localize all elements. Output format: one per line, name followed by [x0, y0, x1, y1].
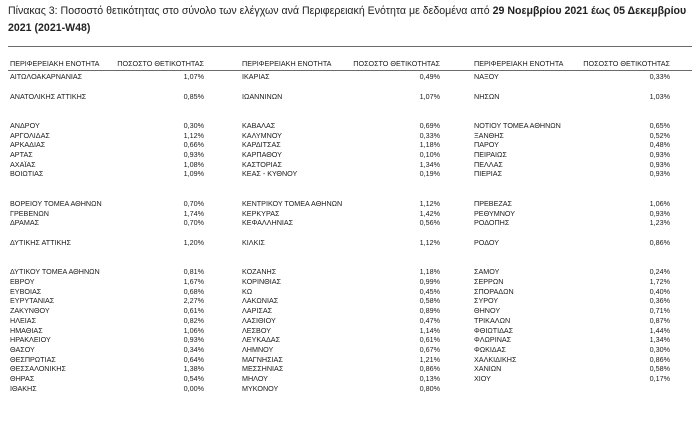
table-row: [8, 307, 692, 317]
positivity-value: 0,13%: [419, 373, 440, 383]
positivity-value: 0,33%: [419, 130, 440, 140]
region-name: ΛΑΡΙΣΑΣ: [242, 306, 273, 316]
positivity-value: 0,65%: [649, 121, 670, 131]
positivity-value: 0,56%: [419, 218, 440, 228]
region-name: ΚΕΦΑΛΛΗΝΙΑΣ: [242, 218, 294, 228]
table-row: [8, 93, 692, 103]
positivity-value: 0,93%: [649, 159, 670, 169]
region-name: ΠΕΛΛΑΣ: [474, 159, 503, 169]
table-row: [8, 327, 692, 337]
region-name: ΕΒΡΟΥ: [10, 277, 35, 287]
row-spacer: [8, 258, 692, 268]
header-rule: [8, 70, 692, 71]
positivity-value: 0,58%: [649, 364, 670, 374]
region-name: ΔΡΑΜΑΣ: [10, 218, 40, 228]
table-row: [8, 219, 692, 229]
region-name: ΣΕΡΡΩΝ: [474, 277, 504, 287]
region-name: ΓΡΕΒΕΝΩΝ: [10, 208, 49, 218]
region-name: ΝΗΣΩΝ: [474, 91, 500, 101]
positivity-value: 0,69%: [419, 121, 440, 131]
positivity-value: 1,34%: [649, 335, 670, 345]
positivity-value: 0,86%: [649, 237, 670, 247]
region-name: ΒΟΙΩΤΙΑΣ: [10, 169, 44, 179]
region-name: ΠΑΡΟΥ: [474, 140, 499, 150]
region-name: ΗΜΑΘΙΑΣ: [10, 325, 43, 335]
region-name: ΘΗΡΑΣ: [10, 373, 35, 383]
table-body: [8, 70, 692, 394]
table-row: [8, 170, 692, 180]
table-row: [8, 317, 692, 327]
header-positivity-1: ΠΟΣΟΣΤΟ ΘΕΤΙΚΟΤΗΤΑΣ: [117, 59, 204, 68]
region-name: ΠΡΕΒΕΖΑΣ: [474, 198, 512, 208]
region-name: ΚΑΛΥΜΝΟΥ: [242, 130, 282, 140]
region-name: ΙΘΑΚΗΣ: [10, 383, 37, 393]
positivity-value: 0,19%: [419, 169, 440, 179]
region-name: ΑΙΤΩΛΟΑΚΑΡΝΑΝΙΑΣ: [10, 72, 83, 81]
table-row: [8, 365, 692, 375]
positivity-value: 0,17%: [649, 373, 670, 383]
table-row: [8, 385, 692, 395]
region-name: ΑΡΓΟΛΙΔΑΣ: [10, 130, 50, 140]
header-positivity-3: ΠΟΣΟΣΤΟ ΘΕΤΙΚΟΤΗΤΑΣ: [583, 59, 670, 68]
positivity-value: 0,45%: [419, 286, 440, 296]
region-name: ΣΥΡΟΥ: [474, 296, 499, 306]
row-spacer: [8, 180, 692, 190]
positivity-value: 0,64%: [183, 354, 204, 364]
table-row: [8, 200, 692, 210]
region-name: ΘΕΣΣΑΛΟΝΙΚΗΣ: [10, 364, 66, 374]
positivity-value: 0,52%: [649, 130, 670, 140]
positivity-value: 0,70%: [183, 218, 204, 228]
region-name: ΣΑΜΟΥ: [474, 267, 500, 277]
region-name: ΘΑΣΟΥ: [10, 344, 35, 354]
positivity-value: 0,54%: [183, 373, 204, 383]
row-spacer: [8, 112, 692, 122]
positivity-value: 0,61%: [419, 335, 440, 345]
table-row: [8, 288, 692, 298]
positivity-value: 0,67%: [419, 344, 440, 354]
positivity-value: 0,85%: [183, 91, 204, 101]
positivity-value: 0,36%: [649, 296, 670, 306]
positivity-value: 0,70%: [183, 198, 204, 208]
positivity-value: 1,18%: [419, 267, 440, 277]
positivity-value: 0,47%: [419, 315, 440, 325]
table-row: [8, 297, 692, 307]
positivity-value: 0,33%: [649, 72, 670, 81]
region-name: ΛΑΚΩΝΙΑΣ: [242, 296, 279, 306]
positivity-value: 0,30%: [183, 121, 204, 131]
positivity-value: 0,93%: [649, 169, 670, 179]
region-name: ΞΑΝΘΗΣ: [474, 130, 504, 140]
positivity-value: 1,44%: [649, 325, 670, 335]
region-name: ΙΩΑΝΝΙΝΩΝ: [242, 91, 283, 101]
positivity-value: 0,61%: [183, 306, 204, 316]
positivity-value: 1,23%: [649, 218, 670, 228]
region-name: ΖΑΚΥΝΘΟΥ: [10, 306, 50, 316]
positivity-value: 0,86%: [419, 364, 440, 374]
positivity-value: 0,89%: [419, 306, 440, 316]
region-name: ΚΙΛΚΙΣ: [242, 237, 265, 247]
region-name: ΤΡΙΚΑΛΩΝ: [474, 315, 511, 325]
positivity-value: 2,27%: [183, 296, 204, 306]
positivity-value: 0,93%: [183, 150, 204, 160]
positivity-value: 1,08%: [183, 159, 204, 169]
row-spacer: [8, 249, 692, 259]
table-row: [8, 346, 692, 356]
region-name: ΑΧΑΪΑΣ: [10, 159, 36, 169]
positivity-value: 1,72%: [649, 277, 670, 287]
region-name: ΦΩΚΙΔΑΣ: [474, 344, 506, 354]
positivity-value: 0,71%: [649, 306, 670, 316]
header-region-1: ΠΕΡΙΦΕΡΕΙΑΚΗ ΕΝΟΤΗΤΑ: [10, 59, 100, 68]
positivity-value: 0,58%: [419, 296, 440, 306]
positivity-value: 0,40%: [649, 286, 670, 296]
region-name: ΔΥΤΙΚΗΣ ΑΤΤΙΚΗΣ: [10, 237, 71, 247]
region-name: ΔΥΤΙΚΟΥ ΤΟΜΕΑ ΑΘΗΝΩΝ: [10, 267, 100, 277]
region-name: ΧΑΛΚΙΔΙΚΗΣ: [474, 354, 517, 364]
row-spacer: [8, 229, 692, 239]
positivity-value: 1,67%: [183, 277, 204, 287]
positivity-value: 0,82%: [183, 315, 204, 325]
positivity-value: 0,81%: [183, 267, 204, 277]
table-row: [8, 268, 692, 278]
region-name: ΚΕΝΤΡΙΚΟΥ ΤΟΜΕΑ ΑΘΗΝΩΝ: [242, 198, 343, 208]
positivity-value: 1,42%: [419, 208, 440, 218]
positivity-value: 1,07%: [183, 72, 204, 81]
region-name: ΗΛΕΙΑΣ: [10, 315, 37, 325]
table-row: [8, 278, 692, 288]
region-name: ΜΥΚΟΝΟΥ: [242, 383, 279, 393]
region-name: ΜΑΓΝΗΣΙΑΣ: [242, 354, 283, 364]
positivity-value: 0,49%: [419, 72, 440, 81]
positivity-value: 0,87%: [649, 315, 670, 325]
region-name: ΗΡΑΚΛΕΙΟΥ: [10, 335, 51, 345]
table-caption: [8, 3, 694, 37]
positivity-value: 1,74%: [183, 208, 204, 218]
region-name: ΛΕΣΒΟΥ: [242, 325, 271, 335]
region-name: ΚΑΒΑΛΑΣ: [242, 121, 276, 131]
positivity-value: 1,09%: [183, 169, 204, 179]
region-name: ΠΙΕΡΙΑΣ: [474, 169, 503, 179]
region-name: ΡΕΘΥΜΝΟΥ: [474, 208, 516, 218]
region-name: ΠΕΙΡΑΙΩΣ: [474, 150, 507, 160]
positivity-value: 1,12%: [419, 237, 440, 247]
table-row: [8, 239, 692, 249]
positivity-table: [8, 58, 692, 394]
positivity-value: 0,93%: [649, 150, 670, 160]
table-row: [8, 375, 692, 385]
table-row: [8, 336, 692, 346]
region-name: ΕΥΡΥΤΑΝΙΑΣ: [10, 296, 55, 306]
region-name: ΡΟΔΟΥ: [474, 237, 500, 247]
positivity-value: 1,06%: [183, 325, 204, 335]
region-name: ΣΠΟΡΑΔΩΝ: [474, 286, 514, 296]
region-name: ΡΟΔΟΠΗΣ: [474, 218, 510, 228]
row-spacer: [8, 83, 692, 93]
positivity-value: 0,48%: [649, 140, 670, 150]
positivity-value: 0,30%: [649, 344, 670, 354]
header-region-3: ΠΕΡΙΦΕΡΕΙΑΚΗ ΕΝΟΤΗΤΑ: [474, 59, 564, 68]
positivity-value: 0,93%: [649, 208, 670, 218]
table-row: [8, 161, 692, 171]
region-name: ΑΡΚΑΔΙΑΣ: [10, 140, 46, 150]
positivity-value: 0,24%: [649, 267, 670, 277]
table-row: [8, 141, 692, 151]
region-name: ΜΕΣΣΗΝΙΑΣ: [242, 364, 284, 374]
region-name: ΝΟΤΙΟΥ ΤΟΜΕΑ ΑΘΗΝΩΝ: [474, 121, 561, 131]
table-row: [8, 122, 692, 132]
positivity-value: 1,07%: [419, 91, 440, 101]
region-name: ΚΕΡΚΥΡΑΣ: [242, 208, 280, 218]
region-name: ΕΥΒΟΙΑΣ: [10, 286, 42, 296]
region-name: ΑΡΤΑΣ: [10, 150, 33, 160]
table-row: [8, 151, 692, 161]
top-rule: [8, 46, 692, 47]
region-name: ΘΕΣΠΡΩΤΙΑΣ: [10, 354, 56, 364]
positivity-value: 1,06%: [649, 198, 670, 208]
region-name: ΚΑΡΠΑΘΟΥ: [242, 150, 282, 160]
positivity-value: 0,34%: [183, 344, 204, 354]
positivity-value: 0,99%: [419, 277, 440, 287]
positivity-value: 1,12%: [419, 198, 440, 208]
region-name: ΦΘΙΩΤΙΔΑΣ: [474, 325, 514, 335]
region-name: ΒΟΡΕΙΟΥ ΤΟΜΕΑ ΑΘΗΝΩΝ: [10, 198, 102, 208]
positivity-value: 1,14%: [419, 325, 440, 335]
region-name: ΚΑΣΤΟΡΙΑΣ: [242, 159, 282, 169]
positivity-value: 0,93%: [183, 335, 204, 345]
positivity-value: 1,38%: [183, 364, 204, 374]
region-name: ΛΕΥΚΑΔΑΣ: [242, 335, 281, 345]
region-name: ΘΗΝΟΥ: [474, 306, 501, 316]
positivity-value: 1,03%: [649, 91, 670, 101]
region-name: ΚΟΖΑΝΗΣ: [242, 267, 277, 277]
table-row: [8, 73, 692, 83]
table-row: [8, 356, 692, 366]
region-name: ΜΗΛΟΥ: [242, 373, 268, 383]
positivity-value: 0,66%: [183, 140, 204, 150]
region-name: ΑΝΔΡΟΥ: [10, 121, 40, 131]
region-name: ΙΚΑΡΙΑΣ: [242, 72, 270, 81]
region-name: ΦΛΩΡΙΝΑΣ: [474, 335, 512, 345]
region-name: ΛΗΜΝΟΥ: [242, 344, 274, 354]
header-region-2: ΠΕΡΙΦΕΡΕΙΑΚΗ ΕΝΟΤΗΤΑ: [242, 59, 332, 68]
region-name: ΧΙΟΥ: [474, 373, 491, 383]
region-name: ΝΑΞΟΥ: [474, 72, 499, 81]
positivity-value: 0,00%: [183, 383, 204, 393]
positivity-value: 0,10%: [419, 150, 440, 160]
positivity-value: 1,18%: [419, 140, 440, 150]
row-spacer: [8, 102, 692, 112]
positivity-value: 1,20%: [183, 237, 204, 247]
table-row: [8, 210, 692, 220]
region-name: ΚΩ: [242, 286, 253, 296]
caption-dates: 29 Νοεμβρίου 2021 έως 05 Δεκεμβρίου 2021 (2021-W48): [8, 5, 687, 34]
region-name: ΑΝΑΤΟΛΙΚΗΣ ΑΤΤΙΚΗΣ: [10, 91, 87, 101]
header-positivity-2: ΠΟΣΟΣΤΟ ΘΕΤΙΚΟΤΗΤΑΣ: [353, 59, 440, 68]
positivity-value: 1,12%: [183, 130, 204, 140]
region-name: ΚΕΑΣ - ΚΥΘΝΟΥ: [242, 169, 298, 179]
positivity-value: 1,21%: [419, 354, 440, 364]
positivity-value: 0,68%: [183, 286, 204, 296]
positivity-value: 1,34%: [419, 159, 440, 169]
positivity-value: 0,86%: [649, 354, 670, 364]
table-row: [8, 132, 692, 142]
region-name: ΛΑΣΙΘΙΟΥ: [242, 315, 276, 325]
positivity-value: 0,80%: [419, 383, 440, 393]
region-name: ΚΑΡΔΙΤΣΑΣ: [242, 140, 281, 150]
table-header-row: [8, 58, 692, 70]
caption-text: Πίνακας 3: Ποσοστό θετικότητας στο σύνολο των ελέγχων ανά Περιφερειακή Ενότητα με δεδομένα από: [8, 5, 493, 17]
region-name: ΚΟΡΙΝΘΙΑΣ: [242, 277, 281, 287]
region-name: ΧΑΝΙΩΝ: [474, 364, 502, 374]
row-spacer: [8, 190, 692, 200]
